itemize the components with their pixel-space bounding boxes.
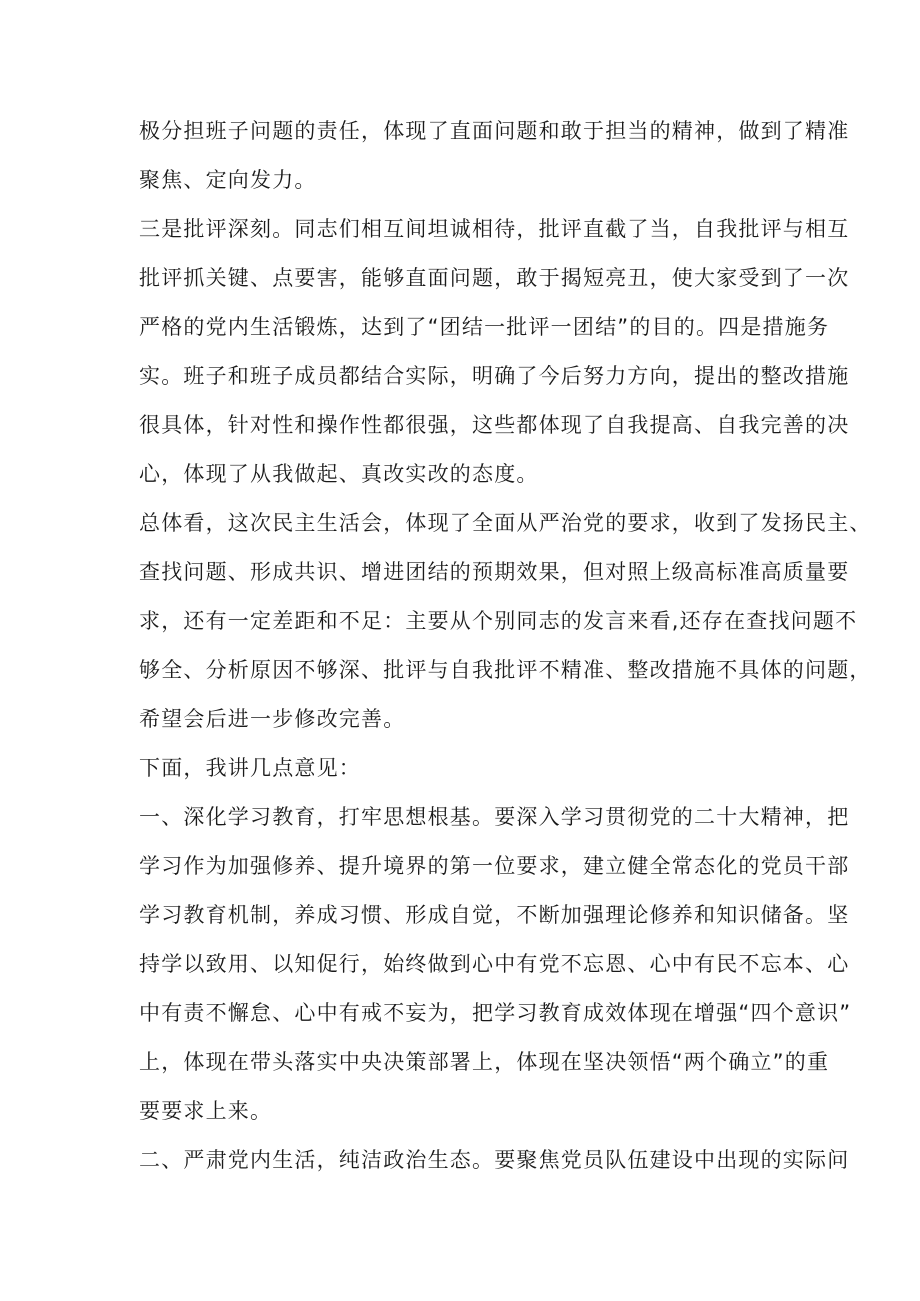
text-line: 学习作为加强修养、提升境界的第一位要求，建立健全常态化的党员干部 [139,854,850,878]
text-line: 一、深化学习教育，打牢思想根基。要深入学习贯彻党的二十大精神，把 [139,805,850,829]
text-line: 心，体现了从我做起、真改实改的态度。 [139,462,539,486]
text-line: 求，还有一定差距和不足：主要从个别同志的发言来看,还存在查找问题不 [139,609,858,633]
text-line: 学习教育机制，养成习惯、形成自觉，不断加强理论修养和知识储备。坚 [139,903,850,927]
text-line: 总体看，这次民主生活会，体现了全面从严治党的要求，收到了发扬民主、 [139,511,872,535]
text-line: 批评抓关键、点要害，能够直面问题，敢于揭短亮丑，使大家受到了一次 [139,266,850,290]
text-line: 中有责不懈怠、心中有戒不妄为，把学习教育成效体现在增强“四个意识” [139,1001,852,1025]
text-line: 聚焦、定向发力。 [139,168,317,192]
text-line: 实。班子和班子成员都结合实际，明确了今后努力方向，提出的整改措施 [139,364,850,388]
text-line: 三是批评深刻。同志们相互间坦诚相待，批评直截了当，自我批评与相互 [139,217,850,241]
text-line: 极分担班子问题的责任，体现了直面问题和敢于担当的精神，做到了精准 [139,119,850,143]
text-line: 查找问题、形成共识、增进团结的预期效果，但对照上级高标准高质量要 [139,560,850,584]
text-line: 严格的党内生活锻炼，达到了“团结一批评一团结”的目的。四是措施务 [139,315,830,339]
text-line: 很具体，针对性和操作性都很强，这些都体现了自我提高、自我完善的决 [139,413,850,437]
text-line: 二、严肃党内生活，纯洁政治生态。要聚焦党员队伍建设中出现的实际问 [139,1148,850,1172]
text-line: 持学以致用、以知促行，始终做到心中有党不忘恩、心中有民不忘本、心 [139,952,850,976]
text-line: 要要求上来。 [139,1099,273,1123]
text-line: 希望会后进一步修改完善。 [139,707,406,731]
text-line: 下面，我讲几点意见： [139,756,361,780]
text-line: 够全、分析原因不够深、批评与自我批评不精准、整改措施不具体的问题， [139,658,872,682]
text-line: 上，体现在带头落实中央决策部署上，体现在坚决领悟“两个确立”的重 [139,1050,830,1074]
